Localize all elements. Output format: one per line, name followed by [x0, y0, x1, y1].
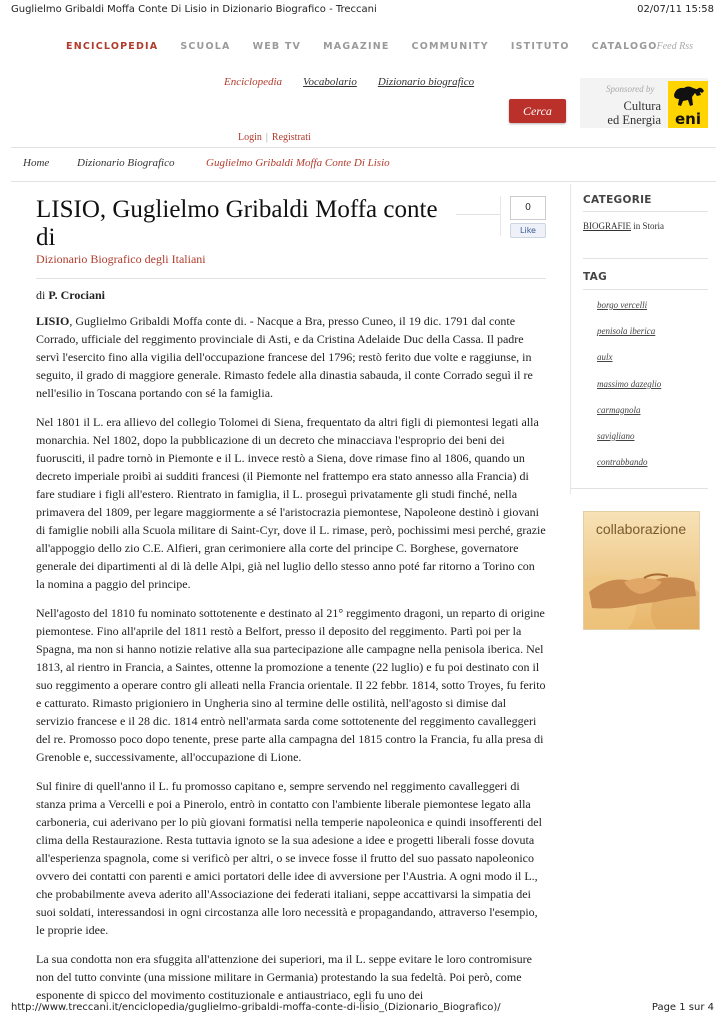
nav-catalogo[interactable]: CATALOGO — [591, 41, 658, 52]
paragraph-1-text: , Guglielmo Gribaldi Moffa conte di. - Nacque a Bra, presso Cuneo, il 19 dic. 1791 dal conte Corrado, ufficiale del reggimento provinciale di Asti, e da Cristina Adelaide Duc della Cassa. Il padre servì l'esercito fino alla vigilia dell'occupazione francese del 1796; restò ferito due volte e raggiunse, in seguito, il grado di maggiore generale. Rimasto fedele alla dinastia sabauda, il conte Corrado seguì il re nell'esilio in Toscana portando con sé la famiglia. — [36, 314, 533, 400]
login-link[interactable]: Login — [238, 132, 262, 143]
collaborazione-label: collaborazione — [595, 521, 687, 537]
nav-web-tv[interactable]: WEB TV — [252, 41, 302, 52]
sponsor-tagline — [601, 99, 661, 127]
eni-wordmark: eni — [675, 110, 701, 128]
tag-link[interactable]: carmagnola — [597, 405, 641, 415]
author-prefix: di — [36, 288, 46, 302]
paragraph-5: La sua condotta non era sfuggita all'attenzione dei superiori, ma il L. seppe evitare le loro contromisure non del tutto convinte (una missione militare in Germania) protestando la sua fedeltà. Poi però, come esponente di spicco del movimento costituzionale e antiaustriaco, egli fu uno dei — [36, 952, 532, 1002]
sponsor-label: Sponsored by — [606, 84, 655, 94]
main-nav — [66, 41, 680, 52]
breadcrumb-dizionario[interactable]: Dizionario Biografico — [77, 157, 175, 169]
tag-link[interactable]: borgo vercelli — [597, 300, 648, 310]
paragraph-2: Nel 1801 il L. era allievo del collegio Tolomei di Siena, frequentato da altri figli di piemontesi legati alla monarchia. Nel 1802, dopo la pubblicazione di un decreto che minacciava l'esproprio dei beni dei fuorusciti, il padre tornò in Piemonte e il L. invece restò a Siena, dove rimase fino al 1806, quando un decreto imperiale proibì ai sudditi francesi (il Piemonte nel frattempo era stato annesso alla Francia) di fare studiare i figli all'estero. Rientrato in famiglia, il L. proseguì privatamente gli studi finché, nella primavera del 1809, per legare maggiormente a sé l'aristocrazia piemontese, Napoleone destinò i giovani di famiglie nobili alla Scuola militare di Saint-Cyr, dove il L. rimase, però, pochissimi mesi perché, grazie all'appoggio dello zio C.E. Alfieri, gran cerimoniere alla corte del principe C. Borghese, governatore generale dei dipartimenti al di là delle Alpi, già nel luglio dello stesso anno poté far ritorno a Torino con la nomina a paggio del principe. — [36, 415, 546, 591]
nav-scuola[interactable]: SCUOLA — [180, 41, 231, 52]
nav-istituto[interactable]: ISTITUTO — [510, 41, 570, 52]
nav-enciclopedia[interactable]: ENCICLOPEDIA — [66, 41, 159, 52]
sponsor-line-1: Cultura — [623, 99, 661, 113]
share-vdivider — [500, 196, 501, 236]
category-suffix: in Storia — [631, 221, 665, 231]
paragraph-4: Sul finire di quell'anno il L. fu promosso capitano e, sempre servendo nel reggimento cavalleggeri di stanza prima a Vercelli e poi a Pinerolo, entrò in contatto con l'ambiente liberale piemontese legato alla carboneria, cui aderivano per lo più giovani formatisi nella temperie napoleonica e quindi insofferenti del clima della Restaurazione. Resta tuttavia ignoto se la sua adesione a idee e progetti liberali fosse dovuta all'esperienza spagnola, come si verificò per altri, o se invece fosse il frutto del suo passato napoleonico ovvero dei contatti con parenti e amici portatori delle idee di avversione per l'Austria. A ogni modo il L., che probabilmente aveva aderito all'Associazione dei federati italiani, seppe accattivarsi la simpatia dei suoi soldati, interessandosi in ogni circostanza alle loro necessità e propagandando, attraverso l'esempio, le proprie idee. — [36, 779, 542, 937]
tag-link[interactable]: aulx — [597, 352, 613, 362]
sponsor-line-2: ed Energia — [607, 113, 661, 127]
collaborazione-banner[interactable] — [583, 511, 700, 630]
tag-heading: TAG — [583, 271, 607, 283]
breadcrumb-current: Guglielmo Gribaldi Moffa Conte Di Lisio — [206, 157, 390, 169]
categories-bottom-rule — [583, 258, 708, 259]
print-title: Guglielmo Gribaldi Moffa Conte Di Lisio in Dizionario Biografico - Treccani — [11, 4, 377, 15]
auth-links — [238, 132, 311, 143]
divider-top — [11, 147, 716, 148]
subnav-vocabolario[interactable]: Vocabolario — [303, 76, 357, 88]
print-page-number: Page 1 sur 4 — [651, 1002, 714, 1013]
divider-article — [36, 278, 546, 279]
tag-rule — [583, 289, 708, 290]
divider-breadcrumb — [11, 181, 716, 182]
tag-link[interactable]: contrabbando — [597, 457, 648, 467]
author-line — [36, 288, 105, 303]
subnav-dizionario-biografico[interactable]: Dizionario biografico — [377, 76, 475, 88]
article-source[interactable]: Dizionario Biografico degli Italiani — [36, 252, 206, 266]
print-url: http://www.treccani.it/enciclopedia/guglielmo-gribaldi-moffa-conte-di-lisio_(Dizionario_Biografico)/ — [11, 1002, 501, 1013]
register-link[interactable]: Registrati — [271, 132, 311, 143]
tag-link[interactable]: savigliano — [597, 431, 635, 441]
categories-rule — [583, 211, 708, 212]
share-divider — [456, 214, 500, 215]
like-button[interactable]: Like — [510, 223, 546, 238]
sub-nav — [224, 76, 474, 88]
search-button[interactable]: Cerca — [509, 99, 566, 123]
like-count: 0 — [510, 196, 546, 220]
lead-word: LISIO — [36, 314, 70, 328]
print-date: 02/07/11 15:58 — [637, 4, 714, 15]
feed-rss-link[interactable]: Feed Rss — [656, 41, 693, 52]
paragraph-3: Nell'agosto del 1810 fu nominato sottotenente e destinato al 21° reggimento dragoni, un reparto di origine piemontese. Fino all'aprile del 1811 restò a Belfort, presso il deposito del reggimento. Partì poi per la Spagna, ma non si hanno notizie relative alla sua partecipazione alle campagne nella penisola iberica. Nel 1813, al rientro in Francia, a Saintes, ottenne la promozione a tenente (22 luglio) e fu poi destinato con il suo reggimento a operare contro gli alleati nella Francia orientale. Il 22 febbr. 1814, sotto Troyes, fu ferito e catturato. Rimasto prigioniero in Ungheria sino al termine delle ostilità, nell'agosto si dimise dal servizio francese e il 28 dic. 1814 entrò nell'armata sarda come sottotenente del reggimento cavalleggeri del re. Promosso poco dopo tenente, prese parte alla campagna del 1815 contro la Francia, fu alla presa di Grenoble e, successivamente, all'occupazione di Lione. — [36, 606, 546, 764]
category-link[interactable]: BIOGRAFIE — [583, 221, 632, 231]
paragraph-1 — [36, 312, 546, 402]
article-body — [36, 312, 546, 1015]
article-title: LISIO, Guglielmo Gribaldi Moffa conte di — [36, 196, 438, 251]
author-name: P. Crociani — [48, 288, 106, 302]
categories-heading: CATEGORIE — [583, 194, 652, 206]
auth-separator: | — [265, 132, 268, 143]
category-entry — [583, 221, 664, 231]
tag-link[interactable]: massimo dazeglio — [597, 379, 662, 389]
subnav-enciclopedia[interactable]: Enciclopedia — [224, 76, 283, 88]
sidebar-divider — [570, 184, 571, 494]
nav-magazine[interactable]: MAGAZINE — [323, 41, 390, 52]
tag-link[interactable]: penisola iberica — [597, 326, 656, 336]
breadcrumb-home[interactable]: Home — [23, 157, 50, 169]
tag-bottom-rule — [570, 488, 708, 489]
eni-logo — [668, 81, 708, 128]
nav-community[interactable]: COMMUNITY — [411, 41, 489, 52]
